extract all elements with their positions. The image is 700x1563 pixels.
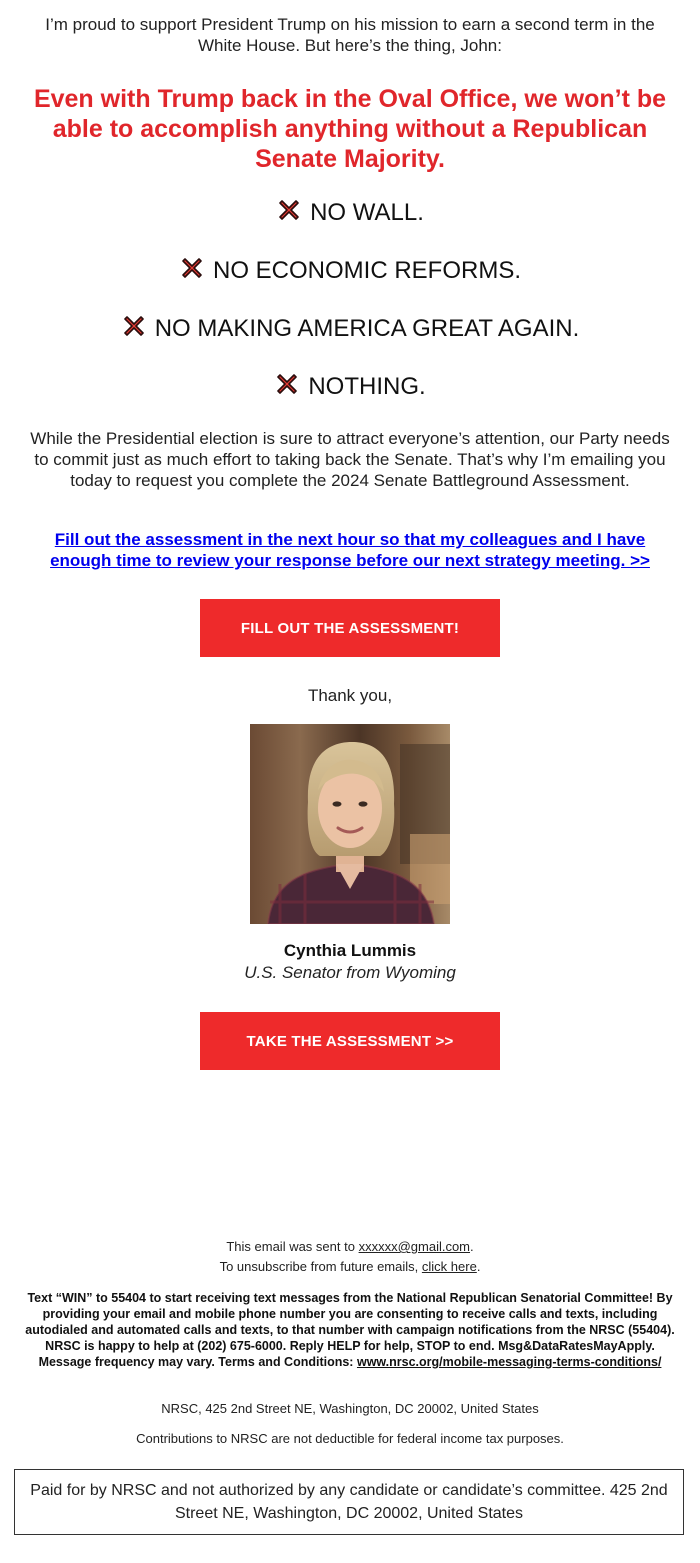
cross-mark-icon [121, 313, 147, 339]
headline: Even with Trump back in the Oval Office, we won’t be able to accomplish anything without a Republican Senate Majority. [33, 85, 667, 173]
paid-for-text: Paid for by NRSC and not authorized by any candidate or candidate’s committee. 425 2nd Street NE, Washington, DC 20002, United States [30, 1482, 668, 1522]
x-item-label: NO WALL. [310, 199, 424, 226]
signature-title: U.S. Senator from Wyoming [244, 963, 456, 982]
x-item-label: NOTHING. [308, 373, 426, 400]
intro-paragraph: I’m proud to support President Trump on his mission to earn a second term in the White House. But here’s the thing, John: [45, 15, 655, 55]
tax-note: Contributions to NRSC are not deductible for federal income tax purposes. [136, 1431, 564, 1446]
x-item-wall [0, 197, 700, 228]
unsubscribe-line [0, 1257, 700, 1276]
take-assessment-button[interactable]: TAKE THE ASSESSMENT >> [200, 1012, 500, 1070]
sent-to-suffix: . [470, 1239, 474, 1254]
x-item-label: NO ECONOMIC REFORMS. [212, 257, 521, 284]
cross-mark-icon [274, 371, 300, 397]
footer-address: NRSC, 425 2nd Street NE, Washington, DC 20002, United States [161, 1401, 539, 1416]
terms-link[interactable]: www.nrsc.org/mobile-messaging-terms-conditions/ [356, 1355, 662, 1369]
sent-to-line [0, 1237, 700, 1256]
senator-portrait [250, 724, 450, 924]
x-item-label: NO MAKING AMERICA GREAT AGAIN. [154, 315, 580, 342]
thank-you-text: Thank you, [307, 686, 393, 705]
x-item-maga [0, 313, 700, 344]
fill-out-assessment-button[interactable]: FILL OUT THE ASSESSMENT! [200, 599, 500, 657]
signature-name: Cynthia Lummis [283, 941, 417, 960]
unsubscribe-link[interactable]: click here [421, 1259, 477, 1274]
sms-disclaimer [18, 1290, 682, 1370]
sent-to-prefix: This email was sent to [226, 1239, 355, 1254]
x-item-economic-reforms [0, 255, 700, 286]
sms-disclaimer-text: Text “WIN” to 55404 to start receiving text messages from the National Republican Senatorial Committee! By providing your email and mobile phone number you are consenting to receive calls and texts, including autodialed and automated calls and texts, to that number with campaign notifications from the NRSC (55404). NRSC is happy to help at (202) 675-6000. Reply HELP for help, STOP to end. Msg&DataRatesMayApply. Message frequency may vary. Terms and Conditions: [25, 1291, 675, 1369]
unsubscribe-prefix: To unsubscribe from future emails, [219, 1259, 419, 1274]
cross-mark-icon [276, 197, 302, 223]
paid-for-disclaimer [14, 1469, 684, 1535]
recipient-email-link[interactable]: xxxxxx@gmail.com [358, 1239, 471, 1254]
cross-mark-icon [179, 255, 205, 281]
x-item-nothing [0, 371, 700, 402]
assessment-link[interactable]: Fill out the assessment in the next hour so that my colleagues and I have enough time to review your response before our next strategy meeting. >> [50, 530, 650, 570]
unsubscribe-suffix: . [476, 1259, 481, 1274]
body-paragraph: While the Presidential election is sure to attract everyone’s attention, our Party needs to commit just as much effort to taking back the Senate. That’s why I’m emailing you today to request you complete the 2024 Senate Battleground Assessment. [30, 429, 670, 490]
